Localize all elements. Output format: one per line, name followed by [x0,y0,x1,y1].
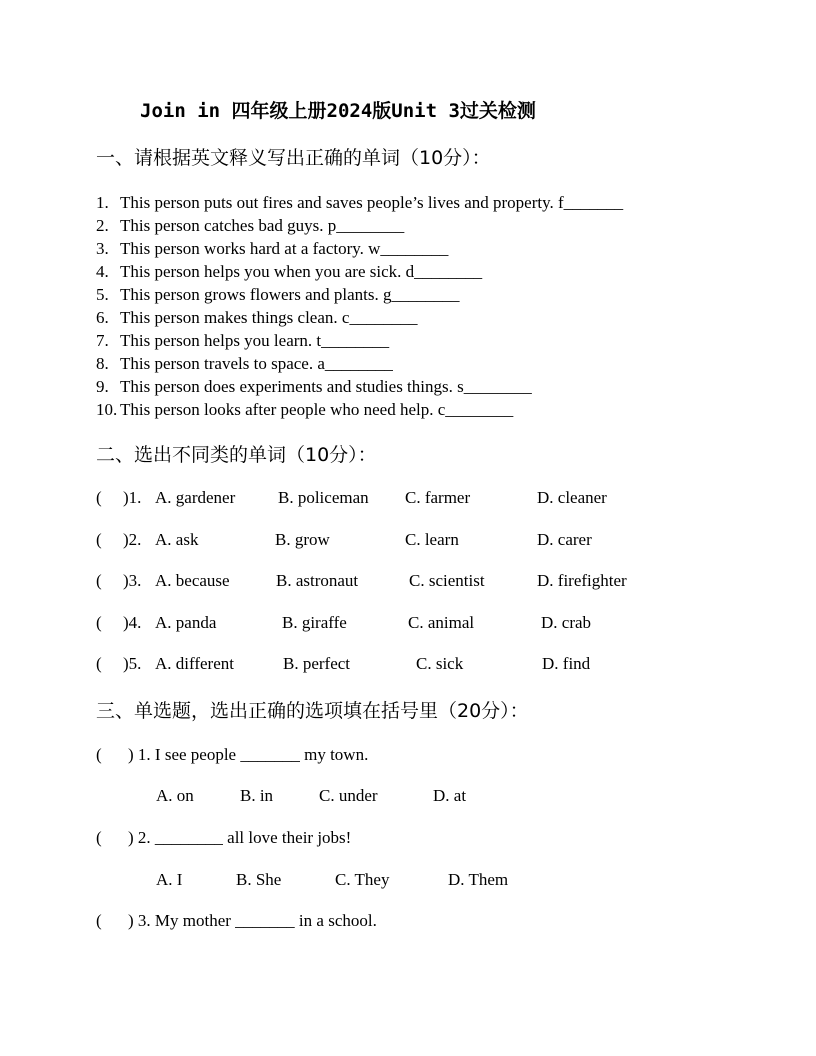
question-stem: ) 3. My mother _______ in a school. [128,911,377,930]
section2-heading: 二、选出不同类的单词（10分）： [96,444,377,466]
item-text: This person helps you when you are sick. d________ [120,262,483,281]
list-item [96,238,448,260]
option-c: C. animal [408,613,475,632]
page-title: Join in 四年级上册2024版Unit 3过关检测 [140,100,536,122]
list-item [96,307,417,329]
list-item [96,215,404,237]
section1-heading: 一、请根据英文释义写出正确的单词（10分）： [96,147,491,169]
option-d: D. firefighter [537,571,627,590]
option-a: A. panda [155,613,217,632]
option-d: D. carer [537,530,592,549]
question-stem: ) 2. ________ all love their jobs! [128,828,352,847]
item-text: This person helps you learn. t________ [120,331,390,350]
option-b: B. in [240,786,274,805]
item-text: This person travels to space. a________ [120,354,393,373]
item-number: 8. [96,354,109,373]
item-number: 2. [96,216,109,235]
question-number: )1. [123,488,142,507]
list-item [96,192,623,214]
question-number: )3. [123,571,142,590]
item-text: This person puts out fires and saves people’s lives and property. f_______ [120,193,624,212]
option-d: D. cleaner [537,488,607,507]
option-b: B. giraffe [282,613,347,632]
item-text: This person grows flowers and plants. g________ [120,285,460,304]
item-number: 5. [96,285,109,304]
answer-paren: ( [96,654,102,673]
item-text: This person works hard at a factory. w________ [120,239,449,258]
option-b: B. astronaut [276,571,359,590]
option-d: D. at [433,786,467,805]
section3-heading: 三、单选题，选出正确的选项填在括号里（20分）： [96,700,529,722]
question-number: )2. [123,530,142,549]
item-number: 7. [96,331,109,350]
list-item [96,399,513,421]
item-number: 1. [96,193,109,212]
item-number: 9. [96,377,109,396]
option-c: C. farmer [405,488,471,507]
option-b: B. She [236,870,282,889]
option-a: A. on [156,786,194,805]
list-item [96,284,460,306]
list-item [96,261,482,283]
option-a: A. ask [155,530,199,549]
list-item [96,353,393,375]
option-b: B. policeman [278,488,369,507]
option-d: D. Them [448,870,509,889]
item-number: 6. [96,308,109,327]
option-a: A. gardener [155,488,236,507]
option-a: A. I [156,870,183,889]
item-number: 10. [96,400,118,419]
answer-paren: ( [96,911,102,930]
answer-paren: ( [96,745,102,764]
option-c: C. scientist [409,571,485,590]
item-number: 3. [96,239,109,258]
item-number: 4. [96,262,109,281]
option-a: A. different [155,654,234,673]
question-number: )4. [123,613,142,632]
question-number: )5. [123,654,142,673]
option-b: B. grow [275,530,330,549]
answer-paren: ( [96,828,102,847]
question-stem: ) 1. I see people _______ my town. [128,745,369,764]
answer-paren: ( [96,613,102,632]
item-text: This person does experiments and studies things. s________ [120,377,532,396]
item-text: This person makes things clean. c________ [120,308,418,327]
item-text: This person catches bad guys. p________ [120,216,405,235]
answer-paren: ( [96,530,102,549]
item-text: This person looks after people who need help. c________ [120,400,514,419]
answer-paren: ( [96,488,102,507]
option-c: C. under [319,786,378,805]
list-item [96,376,532,398]
option-c: C. learn [405,530,459,549]
answer-paren: ( [96,571,102,590]
list-item [96,330,389,352]
option-c: C. sick [416,654,464,673]
option-d: D. crab [541,613,592,632]
option-b: B. perfect [283,654,351,673]
option-a: A. because [155,571,230,590]
option-c: C. They [335,870,390,889]
option-d: D. find [542,654,591,673]
